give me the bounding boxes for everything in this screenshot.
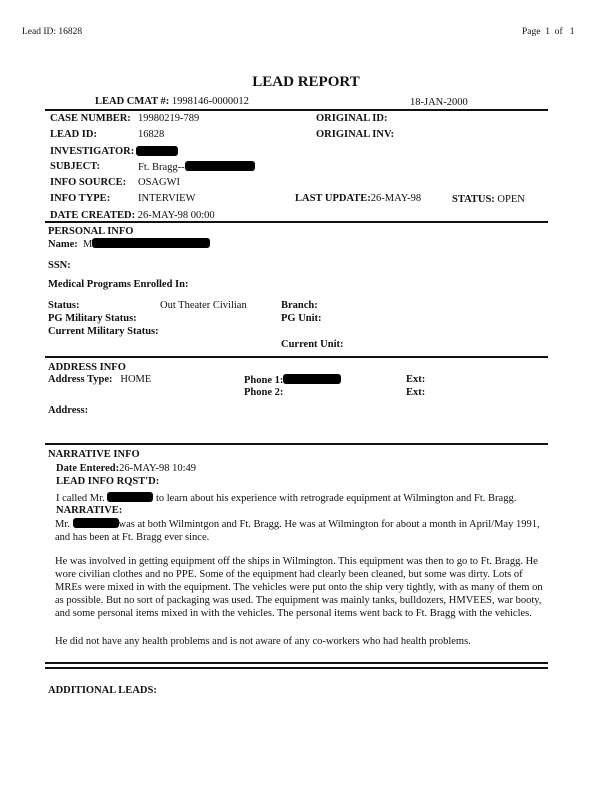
- narrative-paragraph-2: He was involved in getting equipment off the ships in Wilmington. This equipment was then to go to Ft. Bragg. He wore civilian clothes and no PPE. Some of the equipment had clearly been cleaned, but some was dirty. Lots of MREs were mixed in with the equipment. The vehicles were put onto the ship very tightly, with as many of them on as possible. But no sort of packaging was used. The equipment was mainly tanks, bulldozers, HMVEES, war booty, and some personal items mixed in with the vehicles. The personal items went back to Ft. Bragg with the vehicles.: [55, 556, 543, 619]
- rqst-post: to learn about his experience with retrograde equipment at Wilmington and Ft. Bragg.: [155, 493, 517, 504]
- redaction: [185, 161, 255, 171]
- date-created-value: 26-MAY-98 00:00: [137, 210, 215, 221]
- divider: [45, 667, 548, 669]
- p1-post: was at both Wilmintgon and Ft. Bragg. He was at Wilmington for about a month in April/May 1991, and has been at Ft. Bragg ever since.: [55, 519, 540, 543]
- info-source-value: OSAGWI: [138, 177, 180, 188]
- case-number-value: 19980219-789: [138, 113, 200, 124]
- divider: [45, 221, 548, 223]
- investigator-label: INVESTIGATOR:: [50, 146, 135, 157]
- pg-military-status-label: PG Military Status:: [48, 313, 137, 324]
- address-label: Address:: [48, 405, 89, 416]
- status: [452, 194, 525, 206]
- cmat-label: LEAD CMAT #:: [95, 96, 170, 107]
- narrative-info-heading: NARRATIVE INFO: [48, 449, 140, 460]
- date-entered-label: Date Entered:: [56, 463, 120, 474]
- original-inv-label: ORIGINAL INV:: [316, 129, 395, 140]
- redaction: [283, 374, 341, 384]
- last-update-value: 26-MAY-98: [370, 193, 422, 204]
- divider: [45, 662, 548, 664]
- name-value: M: [83, 239, 93, 250]
- narrative-paragraph-3: He did not have any health problems and is not aware of any co-workers who had health problems.: [55, 636, 471, 647]
- divider: [45, 109, 548, 111]
- phone2-label: Phone 2:: [244, 387, 284, 398]
- status-label: STATUS:: [452, 194, 495, 205]
- address-type-row: [48, 374, 151, 386]
- pg-unit-label: PG Unit:: [281, 313, 322, 324]
- header-lead-id: Lead ID: 16828: [22, 27, 83, 37]
- of-label: of: [554, 27, 563, 37]
- status-value: Out Theater Civilian: [160, 300, 247, 311]
- status-value: OPEN: [497, 194, 525, 205]
- last-update-label: LAST UPDATE:: [295, 193, 371, 204]
- original-id-label: ORIGINAL ID:: [316, 113, 388, 124]
- status-label: Status:: [48, 300, 80, 311]
- current-military-status-label: Current Military Status:: [48, 326, 159, 337]
- ext2-label: Ext:: [406, 387, 426, 398]
- p1-pre: Mr.: [55, 519, 70, 530]
- date-created-label: DATE CREATED:: [50, 210, 136, 221]
- narrative-paragraph-1: [55, 518, 545, 544]
- page-number: 1: [545, 27, 550, 37]
- medical-programs-label: Medical Programs Enrolled In:: [48, 279, 189, 290]
- report-date: 18-JAN-2000: [410, 97, 468, 108]
- lead-info-rqstd-text: [56, 492, 516, 505]
- branch-label: Branch:: [281, 300, 318, 311]
- name-row: [48, 238, 210, 251]
- name-label: Name:: [48, 239, 78, 250]
- lead-id-label: LEAD ID:: [50, 129, 97, 140]
- info-type-label: INFO TYPE:: [50, 193, 111, 204]
- page-title: LEAD REPORT: [252, 74, 360, 90]
- ssn-label: SSN:: [48, 260, 71, 271]
- address-type-value: HOME: [120, 374, 152, 385]
- additional-leads-heading: ADDITIONAL LEADS:: [48, 685, 157, 696]
- subject-value: [138, 161, 255, 174]
- rqst-pre: I called Mr.: [56, 493, 105, 504]
- address-type-label: Address Type:: [48, 374, 113, 385]
- redaction: [92, 238, 210, 248]
- redaction: [107, 492, 153, 502]
- page-total: 1: [569, 27, 575, 37]
- page-indicator: [522, 26, 575, 38]
- phone1-row: [244, 374, 341, 387]
- personal-info-heading: PERSONAL INFO: [48, 226, 134, 237]
- cmat-line: [95, 96, 249, 108]
- info-source-label: INFO SOURCE:: [50, 177, 127, 188]
- divider: [45, 443, 548, 445]
- subject-text: Ft. Bragg--: [138, 162, 185, 173]
- redaction: [136, 146, 178, 156]
- cmat-value: 1998146-0000012: [171, 96, 249, 107]
- date-entered-value: 26-MAY-98 10:49: [119, 463, 197, 474]
- page-label: Page: [522, 27, 541, 37]
- current-unit-label: Current Unit:: [281, 339, 344, 350]
- lead-info-rqstd-label: LEAD INFO RQST'D:: [56, 476, 160, 487]
- address-info-heading: ADDRESS INFO: [48, 362, 126, 373]
- phone1-label: Phone 1:: [244, 375, 284, 386]
- ext1-label: Ext:: [406, 374, 426, 385]
- redaction: [73, 518, 119, 528]
- last-update: [295, 193, 421, 205]
- divider: [45, 356, 548, 358]
- info-type-value: INTERVIEW: [138, 193, 196, 204]
- lead-id-value: 16828: [138, 129, 165, 140]
- subject-label: SUBJECT:: [50, 161, 100, 172]
- narrative-label: NARRATIVE:: [56, 505, 123, 516]
- case-number-label: CASE NUMBER:: [50, 113, 131, 124]
- investigator-value: [136, 146, 178, 159]
- date-entered: [56, 463, 196, 475]
